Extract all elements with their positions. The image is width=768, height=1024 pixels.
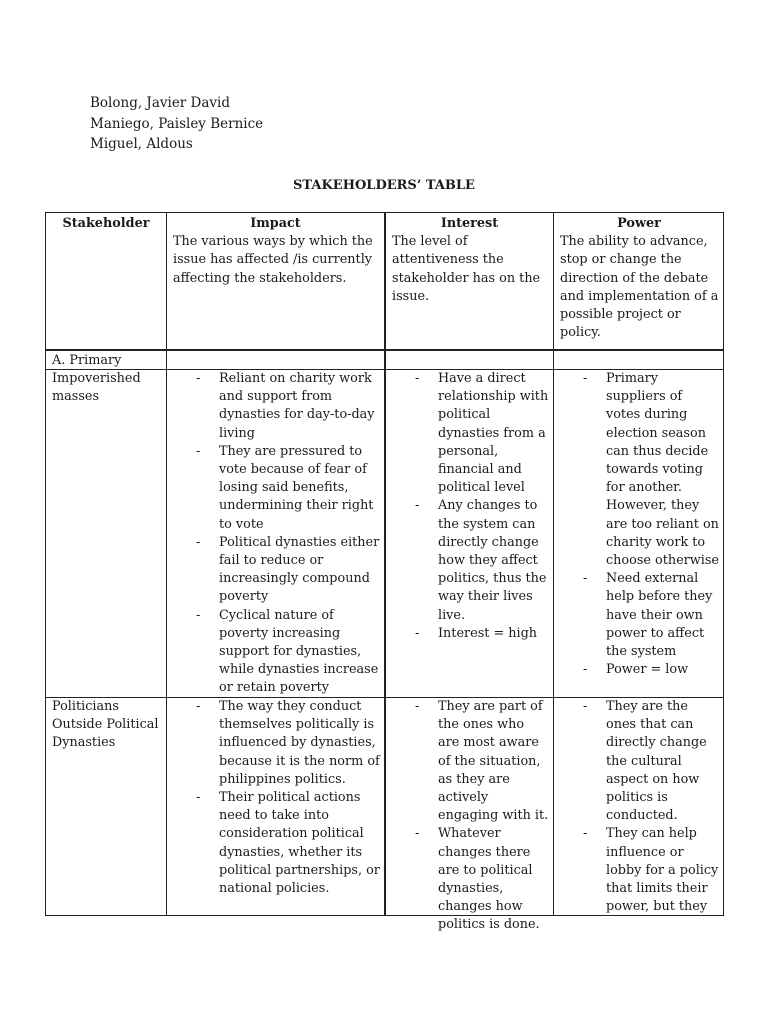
list-item-text: Primary suppliers of votes during election season can thus decide towards voting for another. However, they are too reliant on charity work to choose otherwise — [606, 371, 719, 569]
list-item — [386, 497, 553, 624]
list-item-text: They can help influence or lobby for a policy that limits their power, but they — [606, 826, 719, 915]
power-list — [554, 698, 724, 916]
list-item-text: Need external help before they have their own power to affect the system — [606, 571, 713, 660]
impact-cell — [167, 698, 384, 915]
column-title: Impact — [250, 216, 301, 231]
list-item-text: Whatever changes there are to political dynasties, changes how politics is done. — [438, 826, 540, 933]
list-item — [386, 698, 553, 825]
dash-bullet: - — [415, 498, 420, 514]
column-description: The ability to advance, stop or change the direction of the debate and implementation of a possible project or policy. — [560, 234, 719, 341]
header-cell-impact — [167, 215, 384, 288]
impact-list — [167, 370, 384, 698]
header-cell-power — [554, 215, 724, 342]
list-item — [167, 789, 384, 898]
list-item-text: Have a direct relationship with political dynasties from a personal, financial and political level — [438, 371, 549, 496]
interest-list — [386, 370, 553, 643]
list-item — [386, 370, 553, 497]
interest-cell — [386, 698, 553, 933]
interest-list — [386, 698, 553, 935]
list-item-text: They are part of the ones who are most aware of the situation, as they are actively engaging with it. — [438, 699, 549, 824]
power-list — [554, 370, 724, 679]
header-cell-stakeholder — [46, 215, 166, 233]
header-cell-interest — [386, 215, 553, 306]
dash-bullet: - — [415, 826, 420, 842]
column-title: Stakeholder — [62, 216, 150, 231]
impact-list — [167, 698, 384, 898]
dash-bullet: - — [415, 699, 420, 714]
list-item-text: Reliant on charity work and support from dynasties for day-to-day living — [219, 371, 375, 441]
list-item — [554, 825, 724, 916]
list-item — [167, 534, 384, 607]
list-item-text: Political dynasties either fail to reduce or increasingly compound poverty — [219, 534, 380, 605]
list-item-text: Power = low — [606, 662, 689, 678]
author-name: Maniego, Paisley Bernice — [90, 115, 264, 132]
list-item-text: Cyclical nature of poverty increasing support for dynasties, while dynasties increase or retain poverty — [219, 607, 379, 696]
list-item — [386, 625, 553, 643]
dash-bullet: - — [196, 443, 201, 459]
column-description: The level of attentiveness the stakeholder has on the issue. — [392, 234, 541, 304]
stakeholders-table — [45, 212, 724, 933]
author-name: Miguel, Aldous — [90, 136, 193, 152]
dash-bullet: - — [196, 607, 201, 623]
dash-bullet: - — [196, 699, 201, 714]
author-name: Bolong, Javier David — [90, 95, 231, 111]
dash-bullet: - — [415, 371, 420, 386]
section-label: A. Primary — [52, 353, 122, 368]
list-item — [386, 825, 553, 934]
stakeholder-name: Politicians Outside Political Dynasties — [52, 699, 159, 751]
dash-bullet: - — [583, 662, 588, 678]
dash-bullet: - — [583, 699, 588, 714]
dash-bullet: - — [583, 826, 588, 842]
list-item — [554, 370, 724, 570]
dash-bullet: - — [196, 790, 201, 806]
list-item — [167, 607, 384, 698]
list-item-text: Interest = high — [438, 625, 538, 641]
dash-bullet: - — [583, 371, 588, 386]
column-description: The various ways by which the issue has affected /is currently affecting the stakeholders. — [173, 234, 373, 286]
list-item-text: Their political actions need to take into consideration political dynasties, whether its political partnerships, or national policies. — [219, 790, 380, 897]
power-cell — [554, 370, 724, 697]
power-cell — [554, 698, 724, 915]
list-item — [167, 698, 384, 789]
column-title: Power — [617, 216, 661, 231]
list-item-text: They are pressured to vote because of fear of losing said benefits, undermining their right to vote — [219, 443, 374, 532]
list-item-text: They are the ones that can directly change the cultural aspect on how politics is conducted. — [606, 699, 707, 824]
dash-bullet: - — [196, 371, 201, 386]
list-item — [554, 661, 724, 679]
list-item — [554, 698, 724, 825]
dash-bullet: - — [196, 534, 201, 550]
stakeholder-name: Impoverished masses — [52, 371, 141, 405]
list-item — [167, 443, 384, 534]
interest-cell — [386, 370, 553, 697]
column-title: Interest — [440, 216, 499, 231]
impact-cell — [167, 370, 384, 697]
header-divider — [46, 349, 723, 351]
author-list — [90, 93, 263, 155]
dash-bullet: - — [415, 625, 420, 641]
list-item-text: Any changes to the system can directly change how they affect politics, thus the way their lives live. — [438, 498, 547, 623]
dash-bullet: - — [583, 571, 588, 587]
list-item — [554, 570, 724, 661]
document-title: STAKEHOLDERS’ TABLE — [293, 178, 475, 193]
list-item-text: The way they conduct themselves politically is influenced by dynasties, because it is the norm of philippines politics. — [219, 699, 380, 787]
list-item — [167, 370, 384, 443]
